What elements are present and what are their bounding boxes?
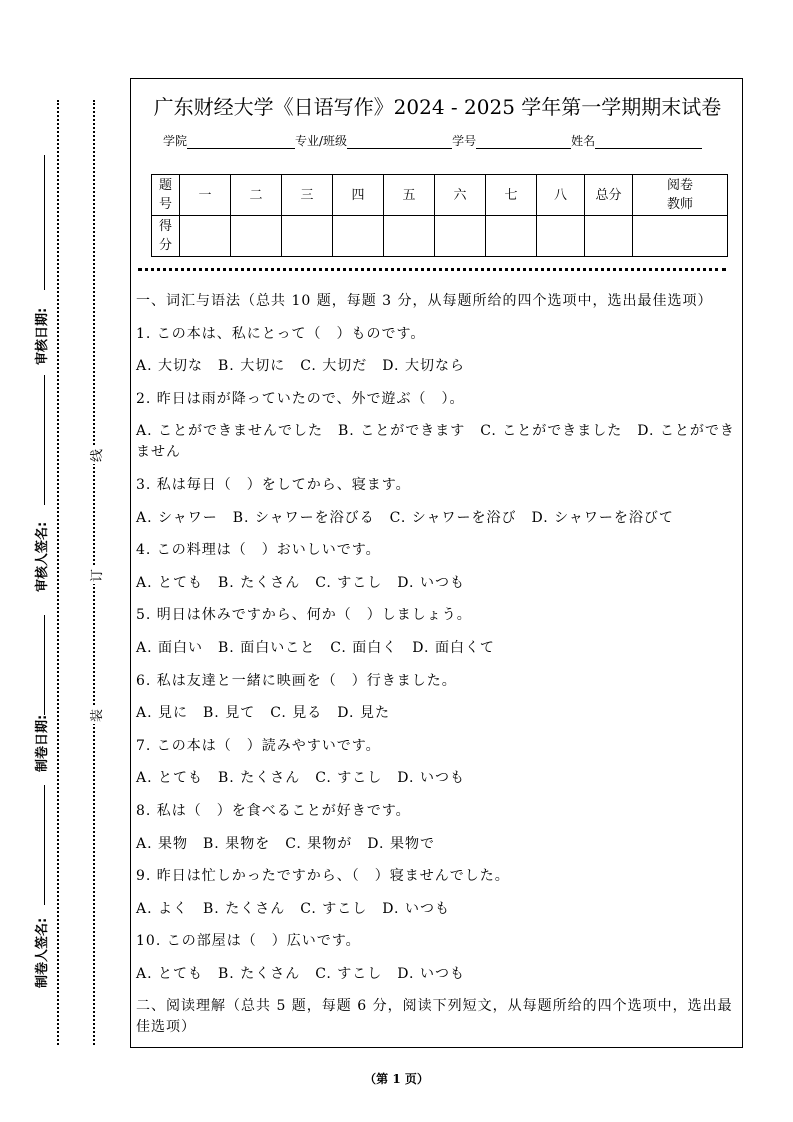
col-total: 总分 [585, 175, 633, 216]
question: 3. 私は毎日（ ）をしてから、寝ます。 [136, 476, 411, 493]
col-2: 二 [231, 175, 282, 216]
answer-options: A. 面白い B. 面白いこと C. 面白く D. 面白くて [136, 639, 495, 656]
score-cell[interactable] [282, 216, 333, 257]
score-cell[interactable] [486, 216, 537, 257]
section-2-heading: 二、阅读理解（总共 5 题，每题 6 分，阅读下列短文，从每题所给的四个选项中，选出最佳选项） [136, 998, 733, 1036]
exam-frame [130, 78, 743, 1048]
question: 10. この部屋は（ ）広いです。 [136, 933, 361, 950]
bind-line-label: 线 [86, 447, 105, 464]
reviewer-sign-label: 审核人签名: [35, 521, 50, 592]
question: 5. 明日は休みですから、何か（ ）しましょう。 [136, 607, 472, 624]
exam-content [136, 291, 740, 1050]
name-label: 姓名 [571, 134, 596, 148]
score-cell-total[interactable] [585, 216, 633, 257]
section-divider [138, 268, 726, 271]
score-cell[interactable] [384, 216, 435, 257]
question: 9. 昨日は忙しかったですから、（ ）寝ませんでした。 [136, 868, 510, 885]
score-cell[interactable] [231, 216, 282, 257]
student-id-field[interactable] [476, 136, 571, 149]
maker-sign-line [44, 785, 45, 905]
bind-order-label: 订 [86, 567, 105, 584]
score-table-score-row [152, 216, 728, 257]
col-3: 三 [282, 175, 333, 216]
outer-dotted-line [57, 100, 59, 1045]
score-cell[interactable] [435, 216, 486, 257]
college-label: 学院 [163, 134, 188, 148]
maker-sign-label: 制卷人签名: [35, 917, 50, 988]
reviewer-cell[interactable] [633, 216, 728, 257]
col-7: 七 [486, 175, 537, 216]
student-id-label: 学号 [452, 134, 477, 148]
score-head: 得 分 [152, 216, 180, 257]
maker-date-line [44, 615, 45, 715]
question: 4. この料理は（ ）おいしいです。 [136, 542, 381, 559]
student-info-row [163, 132, 702, 149]
col-6: 六 [435, 175, 486, 216]
major-field[interactable] [347, 136, 452, 149]
answer-options: A. とても B. たくさん C. すこし D. いつも [136, 965, 465, 982]
reviewer-sign-line [44, 375, 45, 505]
reviewer-date-label: 审核日期: [35, 307, 50, 365]
page-number: （第 1 页） [364, 1072, 429, 1086]
col-1: 一 [180, 175, 231, 216]
col-4: 四 [333, 175, 384, 216]
question: 2. 昨日は雨が降っていたので、外で遊ぶ（ ）。 [136, 390, 465, 407]
question: 7. この本は（ ）読みやすいです。 [136, 737, 381, 754]
answer-options: A. シャワー B. シャワーを浴びる C. シャワーを浴び D. シャワーを浴びて [136, 509, 674, 526]
exam-title: 广东财经大学《日语写作》2024 - 2025 学年第一学期期末试卷 [153, 95, 722, 119]
question: 1. この本は、私にとって（ ）ものです。 [136, 325, 426, 342]
major-label: 专业/班级 [295, 134, 348, 148]
score-table-header-row [152, 175, 728, 216]
score-cell[interactable] [333, 216, 384, 257]
col-5: 五 [384, 175, 435, 216]
answer-options: A. ことができませんでした B. ことができます C. ことができました D. ことができません [136, 423, 735, 461]
score-cell[interactable] [180, 216, 231, 257]
reviewer-head: 阅卷 教师 [633, 175, 728, 216]
answer-options: A. よく B. たくさん C. すこし D. いつも [136, 900, 450, 917]
question: 8. 私は（ ）を食べることが好きです。 [136, 802, 411, 819]
answer-options: A. とても B. たくさん C. すこし D. いつも [136, 574, 465, 591]
question: 6. 私は友達と一緒に映画を（ ）行きました。 [136, 672, 457, 689]
section-1-heading: 一、词汇与语法（总共 10 题，每题 3 分，从每题所给的四个选项中，选出最佳选项） [136, 293, 713, 309]
reviewer-date-line [44, 155, 45, 290]
bind-fold-label: 装 [86, 707, 105, 724]
question-number-head: 题 号 [152, 175, 180, 216]
answer-options: A. とても B. たくさん C. すこし D. いつも [136, 770, 465, 787]
college-field[interactable] [187, 136, 295, 149]
score-table [151, 174, 728, 257]
score-cell[interactable] [537, 216, 585, 257]
col-8: 八 [537, 175, 585, 216]
answer-options: A. 大切な B. 大切に C. 大切だ D. 大切なら [136, 358, 465, 375]
answer-options: A. 果物 B. 果物を C. 果物が D. 果物で [136, 835, 435, 852]
answer-options: A. 見に B. 見て C. 見る D. 見た [136, 705, 390, 722]
name-field[interactable] [595, 136, 702, 149]
maker-date-label: 制卷日期: [35, 714, 50, 772]
